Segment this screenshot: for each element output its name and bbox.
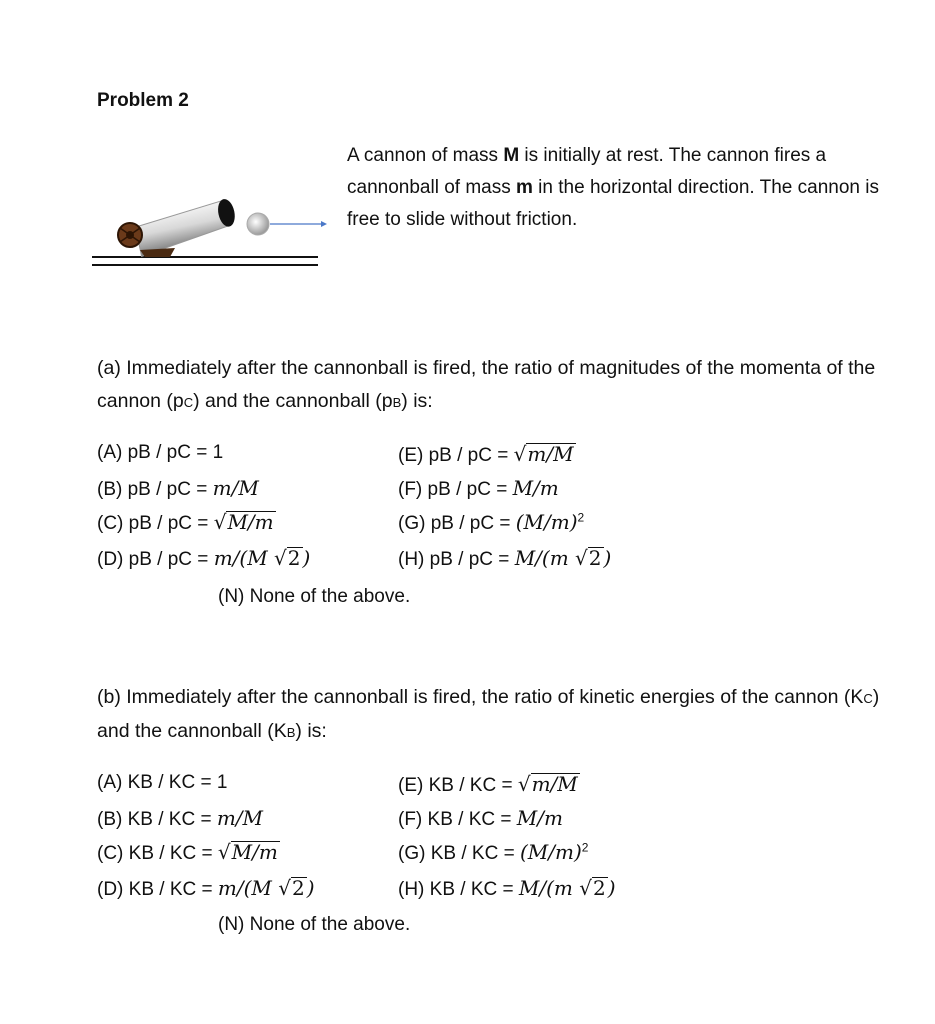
option-b-B: (B) KB / KC = m/M	[97, 806, 264, 830]
cannon-body	[134, 198, 240, 257]
option-b-D: (D) KB / KC = m/(M √2 )	[97, 876, 315, 900]
option-a-G: (G) pB / pC = $(M/m)^2$	[398, 510, 585, 534]
problem-statement: A cannon of mass M is initially at rest. The cannon fires a cannonball of mass m in the horizontal direction. The cannon is free to slide without friction.	[347, 145, 879, 230]
option-a-E: (E) pB / pC = √m/M	[398, 442, 574, 466]
option-b-F: (F) KB / KC = M/m	[398, 806, 563, 830]
option-b-A: (A) KB / KC = 1	[97, 772, 228, 793]
option-b-C: (C) KB / KC = √M/m	[97, 840, 278, 864]
option-a-A: (A) pB / pC = 1	[97, 442, 224, 463]
part-b-question: (b) Immediately after the cannonball is fired, the ratio of kinetic energies of the cannon (KC) and the cannonball (KB) is:	[97, 686, 880, 742]
option-a-B: (B) pB / pC = m/M	[97, 476, 259, 500]
part-a-question: (a) Immediately after the cannonball is fired, the ratio of magnitudes of the momenta of the cannon (pC) and the cannonball (pB) is:	[97, 357, 876, 412]
option-b-H: (H) KB / KC = M/(m √2 )	[398, 876, 616, 900]
option-a-F: (F) pB / pC = M/m	[398, 476, 559, 500]
option-b-G: (G) KB / KC = $(M/m)^2$	[398, 840, 589, 864]
option-a-C: (C) pB / pC = √M/m	[97, 510, 274, 534]
option-b-N: (N) None of the above.	[218, 914, 411, 935]
problem-title: Problem 2	[97, 90, 189, 111]
option-a-D: (D) pB / pC = m/(M √2 )	[97, 546, 311, 570]
cannonball	[247, 213, 269, 235]
cannon-illustration	[90, 140, 330, 275]
option-a-H: (H) pB / pC = M/(m √2 )	[398, 546, 612, 570]
option-a-N: (N) None of the above.	[218, 586, 411, 607]
option-b-E: (E) KB / KC = √m/M	[398, 772, 578, 796]
